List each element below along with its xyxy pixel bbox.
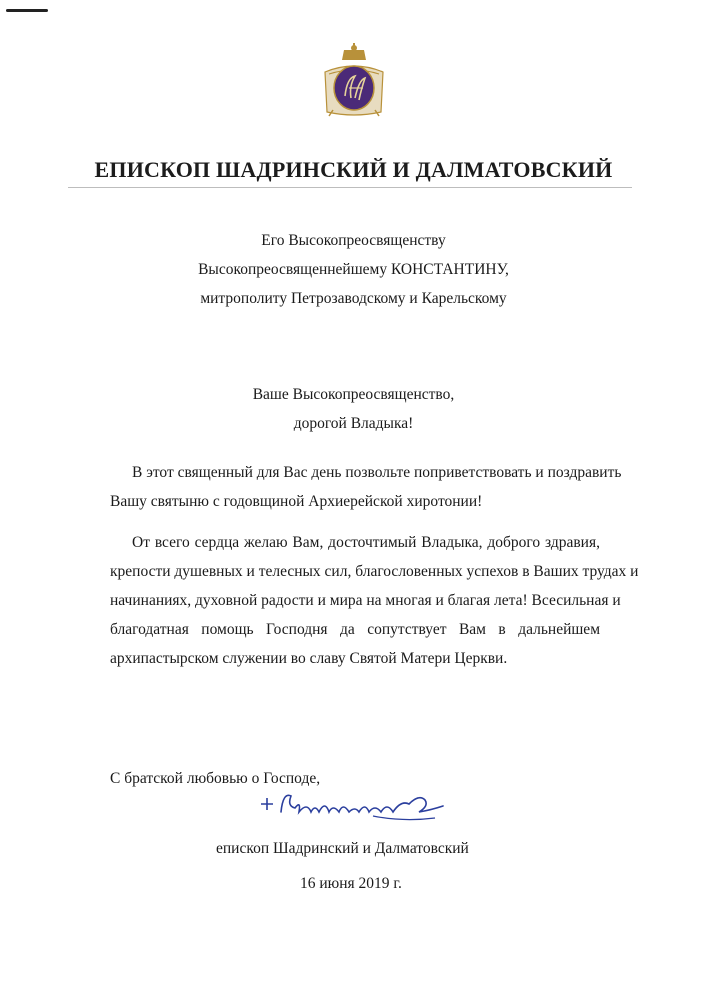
paragraph-line: крепости душевных и телесных сил, благословенных успехов в Ваших трудах и [110, 563, 639, 580]
paragraph-2 [110, 528, 639, 673]
letter-date: 16 июня 2019 г. [300, 875, 402, 892]
letterhead-title: ЕПИСКОП ШАДРИНСКИЙ И ДАЛМАТОВСКИЙ [94, 157, 613, 182]
salutation-line-1: Ваше Высокопреосвященство, [252, 386, 455, 403]
paragraph-line: архипастырском служении во славу Святой Матери Церкви. [110, 650, 508, 667]
paragraph-line: начинаниях, духовной радости и мира на многая и благая лета! Всесильная и [110, 592, 621, 609]
corner-scan-mark [6, 9, 48, 12]
paragraph-1 [110, 458, 622, 516]
paragraph-line: От всего сердца желаю Вам, досточтимый Владыка, доброго здравия, [132, 534, 600, 551]
signatory-title: епископ Шадринский и Далматовский [216, 840, 469, 857]
paragraph-line: Вашу святыню с годовщиной Архиерейской хиротонии! [110, 493, 483, 510]
salutation-block [0, 380, 707, 438]
addressee-block [0, 226, 707, 313]
closing-phrase: С братской любовью о Господе, [110, 770, 321, 787]
letterhead-divider [68, 187, 632, 188]
salutation-line-2: дорогой Владыка! [293, 415, 414, 432]
handwritten-signature [253, 782, 453, 836]
addressee-line-1: Его Высокопреосвященству [261, 232, 446, 249]
paragraph-line: благодатная помощь Господня да сопутствует Вам в дальнейшем [110, 621, 600, 638]
addressee-line-2: Высокопреосвященнейшему КОНСТАНТИНУ, [198, 261, 509, 278]
addressee-line-3: митрополиту Петрозаводскому и Карельскому [200, 290, 507, 307]
paragraph-line: В этот священный для Вас день позвольте поприветствовать и поздравить [132, 464, 622, 481]
emblem-icon [319, 42, 389, 118]
